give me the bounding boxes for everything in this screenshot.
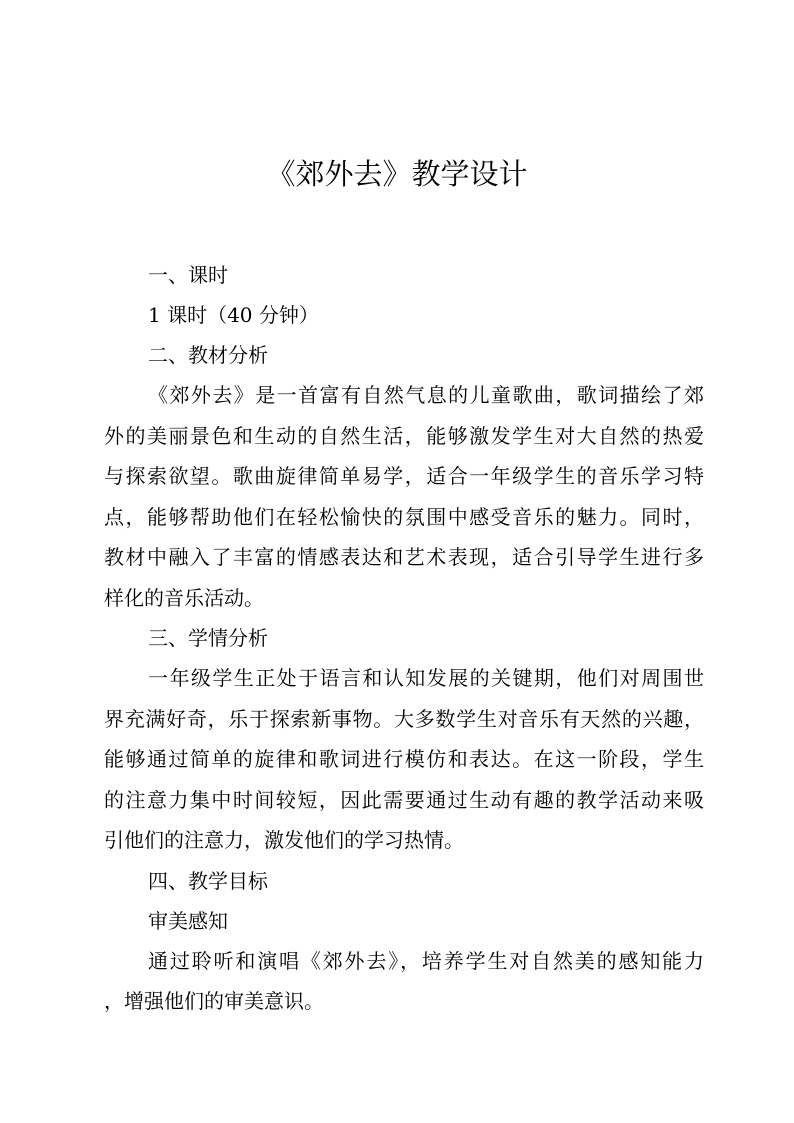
material-analysis-paragraph bbox=[104, 375, 704, 618]
paragraph-line: 引他们的注意力，激发他们的学习热情。 bbox=[104, 828, 464, 852]
document-body bbox=[104, 255, 704, 1022]
paragraph-line: 的注意力集中时间较短，因此需要通过生动有趣的教学活动来吸 bbox=[104, 787, 704, 812]
subheading-aesthetic-perception: 审美感知 bbox=[148, 908, 228, 933]
section-heading-class-hours: 一、课时 bbox=[148, 263, 228, 287]
section-heading-material-analysis: 二、教材分析 bbox=[148, 343, 268, 367]
paragraph-line: 界充满好奇，乐于探索新事物。大多数学生对音乐有天然的兴趣， bbox=[104, 706, 704, 731]
aesthetic-perception-paragraph bbox=[104, 941, 704, 1022]
paragraph-line: 通过聆听和演唱《郊外去》，培养学生对自然美的感知能力 bbox=[148, 948, 704, 973]
paragraph-line: 教材中融入了丰富的情感表达和艺术表现，适合引导学生进行多 bbox=[104, 545, 704, 569]
paragraph-line: 《郊外去》是一首富有自然气息的儿童歌曲，歌词描绘了郊 bbox=[148, 383, 704, 407]
paragraph-line: 能够通过简单的旋律和歌词进行模仿和表达。在这一阶段，学生 bbox=[104, 747, 704, 771]
paragraph-line: ，增强他们的审美意识。 bbox=[104, 989, 324, 1013]
paragraph-line: 外的美丽景色和生动的自然生活，能够激发学生对大自然的热爱 bbox=[104, 423, 704, 448]
paragraph-line: 点，能够帮助他们在轻松愉快的氛围中感受音乐的魅力。同时， bbox=[104, 504, 704, 529]
document-title: 《郊外去》教学设计 bbox=[266, 157, 528, 191]
paragraph-line: 与探索欲望。歌曲旋律简单易学，适合一年级学生的音乐学习特 bbox=[104, 464, 704, 488]
section-heading-student-analysis: 三、学情分析 bbox=[148, 626, 268, 650]
student-analysis-paragraph bbox=[104, 658, 704, 861]
paragraph-line: 一年级学生正处于语言和认知发展的关键期，他们对周围世 bbox=[148, 666, 704, 690]
section-heading-teaching-goals: 四、教学目标 bbox=[148, 868, 268, 893]
class-hours-text: 1 课时（40 分钟） bbox=[148, 303, 319, 327]
paragraph-line: 样化的音乐活动。 bbox=[104, 585, 264, 610]
